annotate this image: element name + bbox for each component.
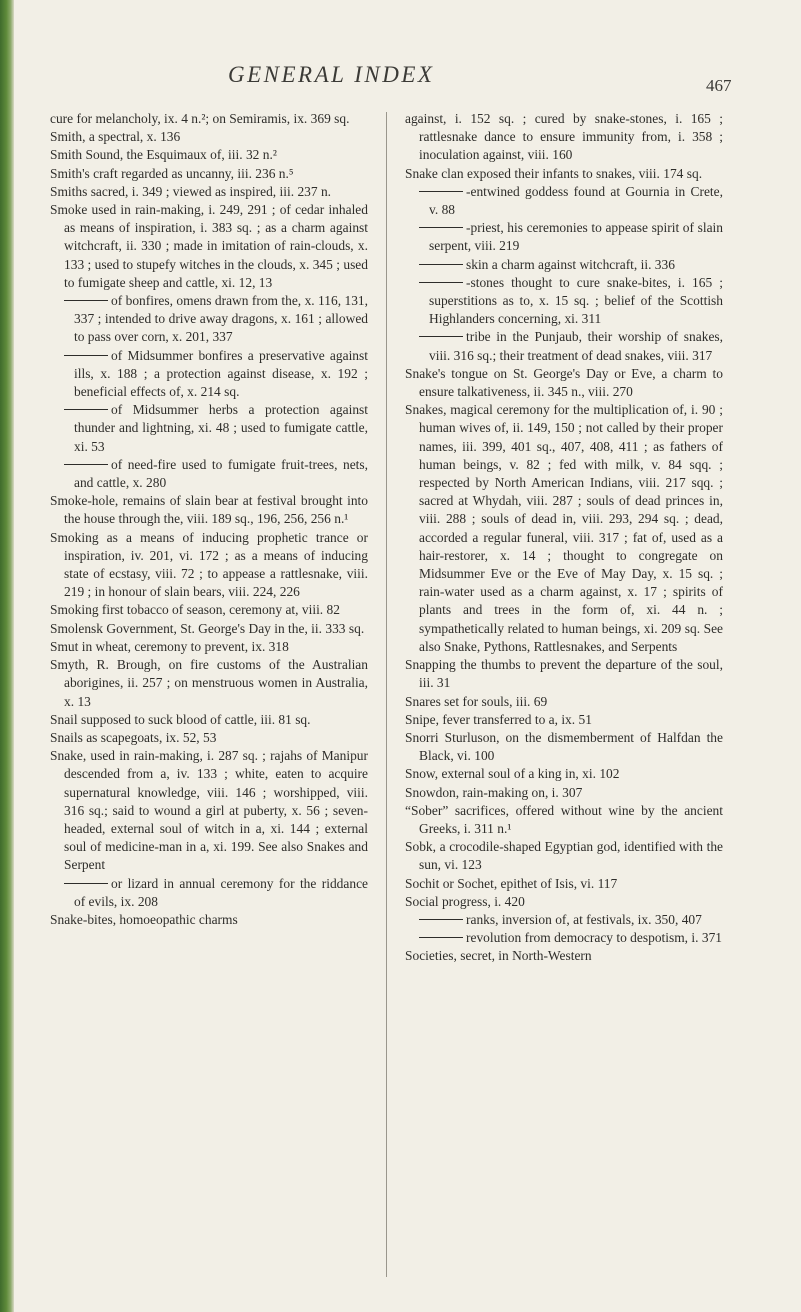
page-number: 467 xyxy=(706,76,732,95)
entry-text: Snowdon, rain-making on, i. 307 xyxy=(405,784,583,800)
entry-text: Snake-bites, homoeopathic charms xyxy=(50,911,238,927)
entry-text: Smoking first tobacco of season, ceremony at, viii. 82 xyxy=(50,602,340,618)
index-subentry xyxy=(405,256,723,274)
ditto-dash xyxy=(419,191,463,192)
index-entry xyxy=(50,711,368,729)
index-entry xyxy=(50,620,368,638)
entry-text: Snails as scapegoats, ix. 52, 53 xyxy=(50,729,217,745)
entry-text: revolution from democracy to despotism, i. 371 xyxy=(466,930,723,946)
index-column-right xyxy=(405,110,723,1305)
index-entry xyxy=(50,183,368,201)
index-subentry xyxy=(405,911,723,929)
entry-text: Smoke-hole, remains of slain bear at festival brought into the house through the, viii. 189 sq., 196, 256, 256 n.¹ xyxy=(50,493,368,527)
index-entry xyxy=(50,146,368,164)
entry-text: cure for melancholy, ix. 4 n.²; on Semiramis, ix. 369 sq. xyxy=(50,111,350,126)
entry-text: Smith's craft regarded as uncanny, iii. 236 n.⁵ xyxy=(50,165,294,181)
ditto-dash xyxy=(419,937,463,938)
index-entry xyxy=(405,401,723,656)
ditto-dash xyxy=(64,300,108,301)
entry-text: skin a charm against witchcraft, ii. 336 xyxy=(466,256,675,272)
index-entry xyxy=(50,110,368,128)
index-entry xyxy=(405,693,723,711)
ditto-dash xyxy=(419,282,463,283)
entry-text: Snake clan exposed their infants to snakes, viii. 174 sq. xyxy=(405,165,703,181)
entry-text: Snow, external soul of a king in, xi. 102 xyxy=(405,766,620,782)
entry-text: Snail supposed to suck blood of cattle, iii. 81 sq. xyxy=(50,711,311,727)
entry-text: ranks, inversion of, at festivals, ix. 350, 407 xyxy=(466,911,702,927)
index-entry xyxy=(405,656,723,692)
index-entry xyxy=(405,784,723,802)
entry-text: -stones thought to cure snake-bites, i. 165 ; superstitions as to, x. 15 sq. ; belief of the Scottish Highlanders concerning, xi. 311 xyxy=(429,274,723,327)
index-subentry xyxy=(405,183,723,219)
index-entry xyxy=(405,711,723,729)
ditto-dash xyxy=(419,919,463,920)
entry-text: “Sober” sacrifices, offered without wine by the ancient Greeks, i. 311 n.¹ xyxy=(405,802,723,836)
ditto-dash xyxy=(64,464,108,465)
index-entry xyxy=(405,765,723,783)
entry-text: Smith, a spectral, x. 136 xyxy=(50,129,181,145)
index-entry xyxy=(405,893,723,911)
index-entry xyxy=(405,802,723,838)
entry-text: -priest, his ceremonies to appease spirit of slain serpent, viii. 219 xyxy=(429,220,723,254)
entry-text: Sobk, a crocodile-shaped Egyptian god, identified with the sun, vi. 123 xyxy=(405,839,723,873)
entry-text: Snakes, magical ceremony for the multiplication of, i. 90 ; human wives of, ii. 149, 150 ; not called by their proper names, iii. 399, 401 sq., 407, 408, 411 ; as fathers of human beings, v. 82 ; fed with milk, v. 84 sqq. ; respected by North American Indians, viii. 217 sqq. ; sacred at Whydah, viii. 287 ; souls of dead princes in, viii. 288 ; souls of dead in, viii. 293, 294 sq. ; dead, accorded a regular funeral, viii. 317 ; fat of, used as a hair-restorer, x. 14 ; thought to congregate on Midsummer Eve or the Eve of May Day, x. 15 sq. ; rain-water used as a charm against, x. 17 ; spirits of plants and trees in the form of, xi. 44 n. ; sympathetically related to human beings, xi. 209 sq. See also Snake, Pythons, Rattlesnakes, and Serpents xyxy=(405,402,723,654)
entry-text: of Midsummer herbs a protection against thunder and lightning, xi. 48 ; used to fumigate cattle, xi. 53 xyxy=(74,402,368,454)
entry-text: -entwined goddess found at Gournia in Crete, v. 88 xyxy=(429,183,723,218)
index-subentry xyxy=(50,347,368,402)
index-entry xyxy=(405,838,723,874)
index-subentry xyxy=(405,219,723,255)
entry-text: Social progress, i. 420 xyxy=(405,893,525,909)
ditto-dash xyxy=(419,264,463,265)
index-entry xyxy=(50,128,368,146)
index-entry xyxy=(405,875,723,893)
index-subentry xyxy=(405,274,723,329)
index-entry xyxy=(405,365,723,401)
entry-text: Sochit or Sochet, epithet of Isis, vi. 117 xyxy=(405,875,618,891)
entry-text: Smyth, R. Brough, on fire customs of the Australian aborigines, ii. 257 ; on menstruous women in Australia, x. 13 xyxy=(50,657,368,709)
entry-text: Smolensk Government, St. George's Day in the, ii. 333 sq. xyxy=(50,620,365,636)
entry-text: Snipe, fever transferred to a, ix. 51 xyxy=(405,711,592,727)
index-entry xyxy=(50,492,368,528)
entry-text: of bonfires, omens drawn from the, x. 116, 131, 337 ; intended to drive away dragons, x. 161 ; allowed to pass over corn, x. 201, 337 xyxy=(74,293,368,345)
entry-text: tribe in the Punjaub, their worship of snakes, viii. 316 sq.; their treatment of dead snakes, viii. 317 xyxy=(429,329,723,363)
index-subentry xyxy=(50,401,368,456)
entry-text: Snares set for souls, iii. 69 xyxy=(405,693,548,709)
entry-text: Smoke used in rain-making, i. 249, 291 ; of cedar inhaled as means of inspiration, i. 383 sq. ; as a charm against witchcraft, ii. 330 ; made in imitation of rain-clouds, x. 133 ; used to stupefy witches in the clouds, x. 345 ; used to fumigate sheep and cattle, xi. 12, 13 xyxy=(50,202,368,290)
entry-text: Snake, used in rain-making, i. 287 sq. ; rajahs of Manipur descended from a, iv. 133 ; white, eaten to acquire supernatural knowledge, viii. 146 ; worshipped, viii. 316 sq.; said to wound a girl at puberty, x. 56 ; seven-headed, external soul of witch in a, xi. 144 ; external soul of medicine-man in a, xi. 199. See also Snakes and Serpent xyxy=(50,748,368,873)
entry-text: Smiths sacred, i. 349 ; viewed as inspired, iii. 237 n. xyxy=(50,183,332,199)
entry-text: Smoking as a means of inducing prophetic trance or inspiration, iv. 201, vi. 172 ; as a means of inducing state of ecstasy, viii. 72 ; to appease a rattlesnake, viii. 219 ; in honour of slain bears, viii. 224, 226 xyxy=(50,529,368,600)
index-subentry xyxy=(405,929,723,947)
index-entry xyxy=(50,165,368,183)
index-entry xyxy=(50,747,368,874)
ditto-dash xyxy=(419,336,463,337)
index-entry xyxy=(50,201,368,292)
entry-text: or lizard in annual ceremony for the riddance of evils, ix. 208 xyxy=(74,875,368,909)
index-subentry xyxy=(50,292,368,347)
index-column-left xyxy=(50,110,368,1305)
index-entry xyxy=(405,729,723,765)
index-entry xyxy=(405,110,723,165)
entry-text: of Midsummer bonfires a preservative against ills, x. 188 ; a protection against disease, x. 192 ; beneficial effects of, x. 214 sq. xyxy=(74,347,368,400)
entry-text: Societies, secret, in North-Western xyxy=(405,948,592,964)
entry-text: Smut in wheat, ceremony to prevent, ix. 318 xyxy=(50,638,289,654)
index-subentry xyxy=(50,875,368,911)
entry-text: of need-fire used to fumigate fruit-trees, nets, and cattle, x. 280 xyxy=(74,456,368,491)
entry-text: Smith Sound, the Esquimaux of, iii. 32 n.² xyxy=(50,147,277,163)
index-entry xyxy=(50,656,368,711)
index-subentry xyxy=(405,328,723,364)
column-divider xyxy=(386,112,387,1277)
ditto-dash xyxy=(419,227,463,228)
index-entry xyxy=(50,911,368,929)
ditto-dash xyxy=(64,355,108,356)
index-entry xyxy=(405,947,723,965)
index-entry xyxy=(405,165,723,183)
index-entry xyxy=(50,529,368,602)
index-subentry xyxy=(50,456,368,492)
ditto-dash xyxy=(64,883,108,884)
book-binding-edge xyxy=(0,0,14,1312)
index-entry xyxy=(50,601,368,619)
page-header xyxy=(0,62,801,102)
entry-text: Snorri Sturluson, on the dismemberment of Halfdan the Black, vi. 100 xyxy=(405,729,723,764)
index-entry xyxy=(50,638,368,656)
ditto-dash xyxy=(64,409,108,410)
entry-text: Snapping the thumbs to prevent the departure of the soul, iii. 31 xyxy=(405,657,723,691)
entry-text: against, i. 152 sq. ; cured by snake-stones, i. 165 ; rattlesnake dance to ensure immunity from, i. 358 ; inoculation against, viii. 160 xyxy=(405,111,723,163)
entry-text: Snake's tongue on St. George's Day or Eve, a charm to ensure talkativeness, ii. 345 n., viii. 270 xyxy=(405,365,723,400)
running-title: GENERAL INDEX xyxy=(228,62,435,87)
index-entry xyxy=(50,729,368,747)
